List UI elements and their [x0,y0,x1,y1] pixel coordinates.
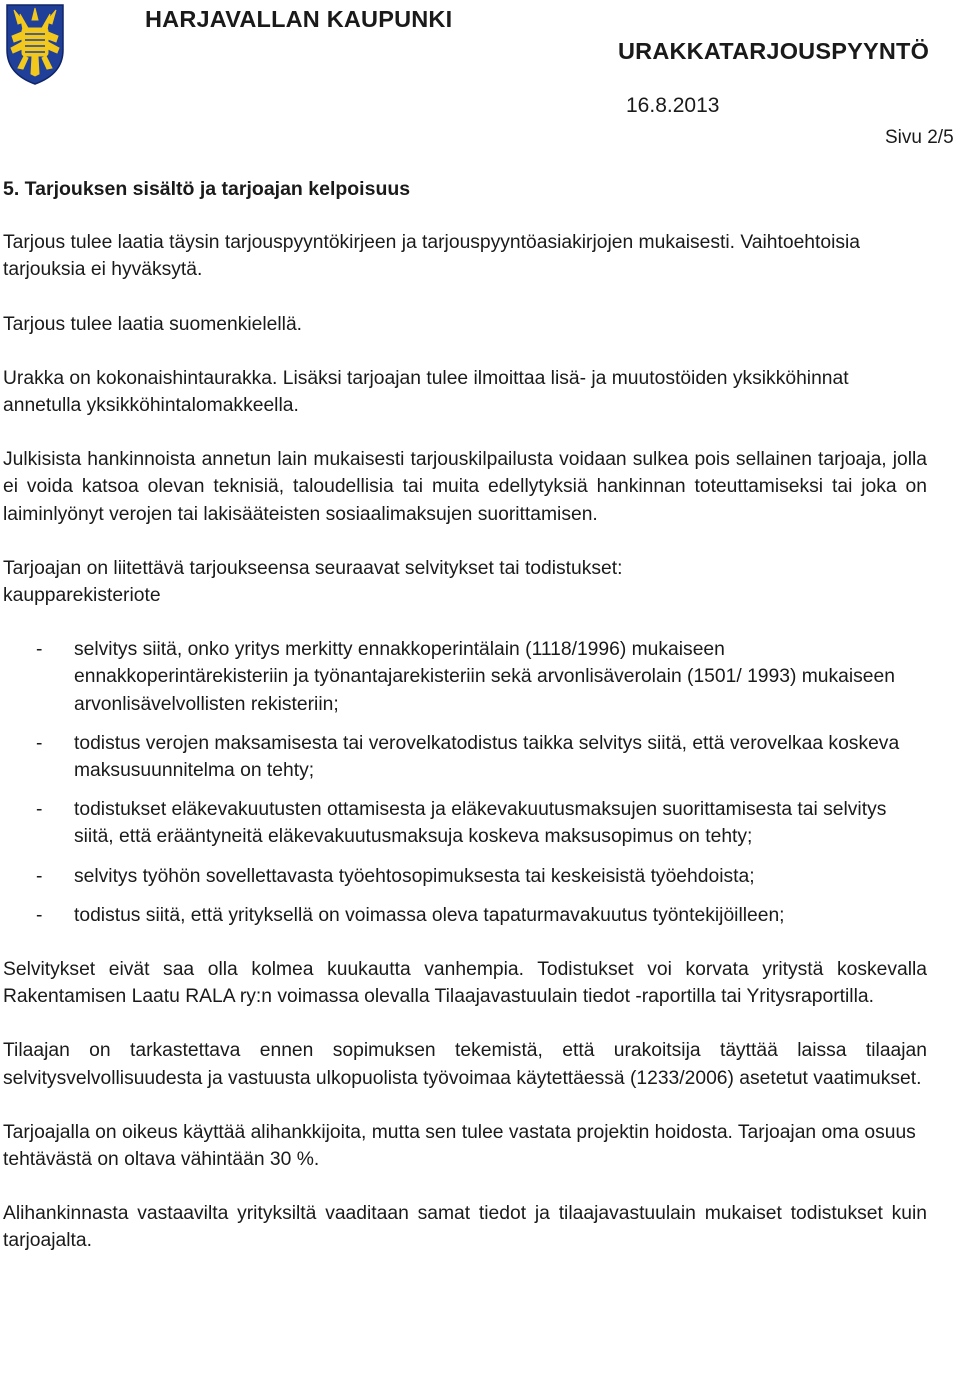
list-item [3,863,927,890]
paragraph-document-validity: Selvitykset eivät saa olla kolmea kuukautta vanhempia. Todistukset voi korvata yritystä koskevalla Rakentamisen Laatu RALA ry:n voimassa olevalla Tilaajavastuulain tiedot -raportilla tai Yritysraportilla. [3,959,927,1008]
paragraph-client-obligations: Tilaajan on tarkastettava ennen sopimuksen tekemistä, että urakoitsija täyttää laissa tilaajan selvitysvelvollisuudesta ja vastuusta ulkopuolista työvoimaa käytettäessä (1233/2006) asetetut vaatimukset. [3,1040,927,1089]
paragraph-offer-compliance: Tarjous tulee laatia täysin tarjouspyyntökirjeen ja tarjouspyyntöasiakirjojen mukaisesti. Vaihtoehtoisia tarjouksia ei hyväksytä. [3,232,861,281]
page-number: Sivu 2/5 [885,127,954,148]
paragraph-subcontractors: Tarjoajalla on oikeus käyttää alihankkijoita, mutta sen tulee vastata projektin hoidosta. Tarjoajan oma osuus tehtävästä on oltava vähintään 30 %. [3,1121,916,1171]
list-bullet: - [36,799,43,821]
organization-name: HARJAVALLAN KAUPUNKI [145,6,453,32]
list-item-text: selvitys siitä, onko yritys merkitty ennakkoperintälain (1118/1996) mukaiseen ennakkoperintärekisteriin ja työnantajarekisteriin sekä arvonlisäverolain (1501/ 1993) mukaiseen arvonlisävelvollisten rekisteriin; [74,639,895,715]
list-item [3,902,927,929]
list-item-text: selvitys työhön sovellettavasta työehtosopimuksesta tai keskeisistä työehdoista; [74,865,755,887]
city-coat-of-arms-icon [4,2,66,86]
required-documents-intro: Tarjoajan on liitettävä tarjoukseensa seuraavat selvitykset tai todistukset: [3,557,623,579]
document-type: URAKKATARJOUSPYYNTÖ [618,38,930,64]
paragraph-exclusion: Julkisista hankinnoista annetun lain mukaisesti tarjouskilpailusta voidaan sulkea pois sellainen tarjoaja, jolla ei voida katsoa olevan teknisiä, taloudellisia tai muita edellytyksiä hankinnan toteuttamiseksi tai joka on laiminlyönyt verojen tai lakisääteisten sosiaalimaksujen suorittamisen. [3,449,927,525]
requirements-list [3,636,927,929]
list-item-text: todistus siitä, että yrityksellä on voimassa oleva tapaturmavakuutus työntekijöilleen; [74,904,785,926]
list-item [3,636,927,718]
list-bullet: - [36,639,43,661]
list-item-text: todistus verojen maksamisesta tai verovelkatodistus taikka selvitys siitä, että verovelkaa koskeva maksusuunnitelma on tehty; [74,732,900,782]
list-bullet: - [36,732,43,754]
paragraph-contract-type: Urakka on kokonaishintaurakka. Lisäksi tarjoajan tulee ilmoittaa lisä- ja muutostöiden yksikköhinnat annetulla yksikköhintalomakkeella. [3,367,849,417]
list-item-text: todistukset eläkevakuutusten ottamisesta ja eläkevakuutusmaksujen suorittamisesta tai selvitys siitä, että erääntyneitä eläkevakuutusmaksuja koskeva maksusopimus on tehty; [74,799,887,848]
list-item [3,796,927,850]
trade-register-extract: kaupparekisteriote [3,585,161,607]
list-item [3,730,927,784]
list-bullet: - [36,865,43,887]
paragraph-language: Tarjous tulee laatia suomenkielellä. [3,313,303,335]
document-body [3,176,927,1282]
paragraph-subcontractor-documents: Alihankinnasta vastaavilta yrityksiltä vaaditaan samat tiedot ja tilaajavastuulain mukaiset todistukset kuin tarjoajalta. [3,1203,927,1252]
paragraph-required-documents [3,555,927,609]
document-date: 16.8.2013 [626,94,720,117]
section-heading: 5. Tarjouksen sisältö ja tarjoajan kelpoisuus [3,178,411,200]
list-bullet: - [36,904,43,926]
